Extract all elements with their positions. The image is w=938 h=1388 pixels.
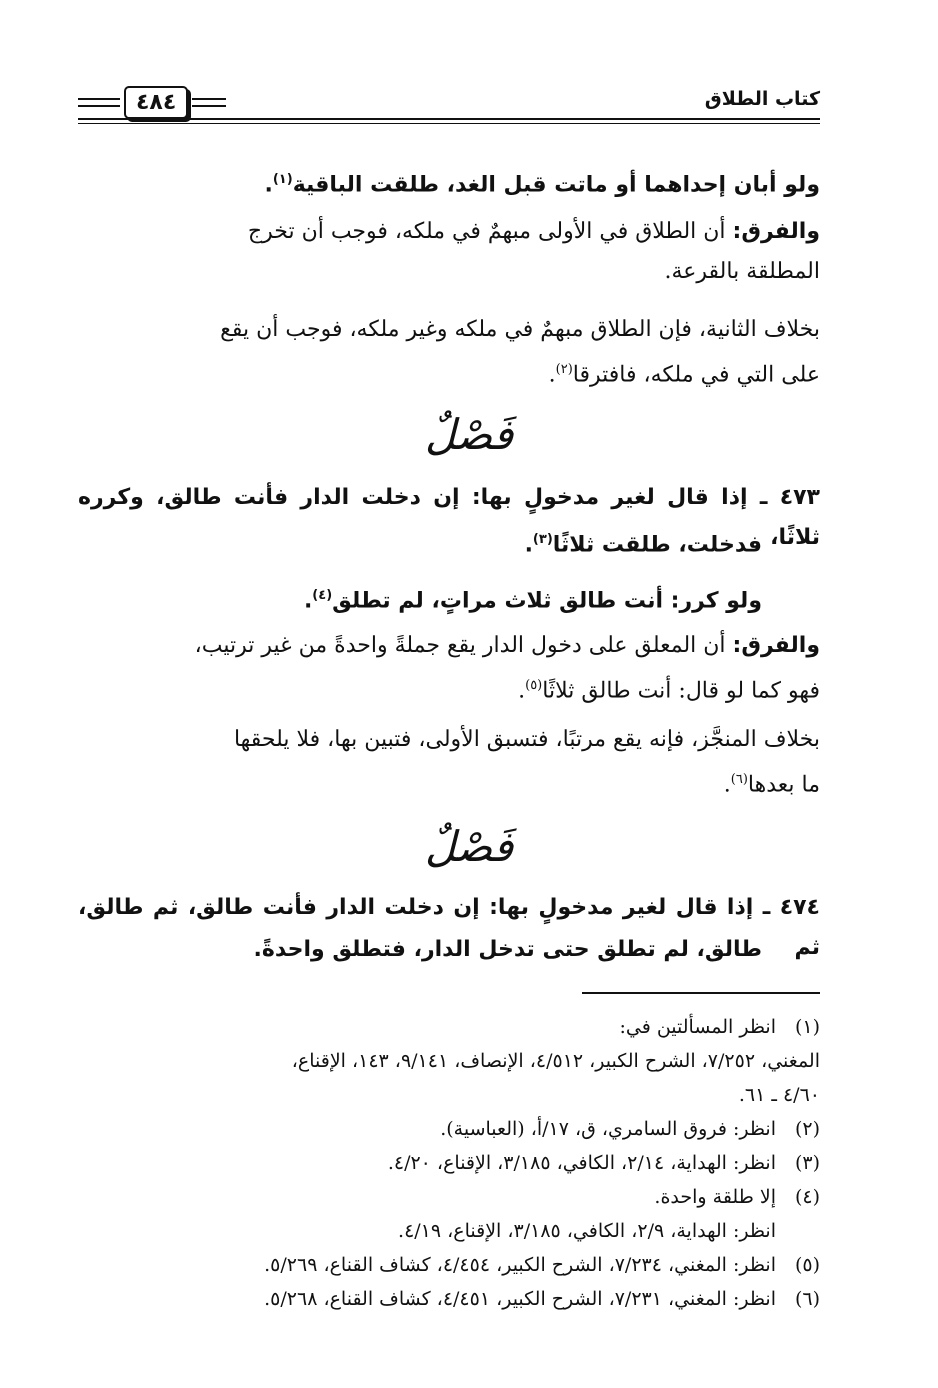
paragraph-6-line-2: ما بعدها [747,772,820,798]
footnote-5-line-1: انظر: المغني، ٧/٢٣٤، الشرح الكبير، ٤/٤٥٤، كشاف القناع، ٥/٢٦٩. [264,1254,776,1276]
footnote-4-line-2: انظر: الهداية، ٢/٩، الكافي، ٣/١٨٥، الإقناع، ٤/١٩. [398,1220,776,1242]
footnote-4 [78,1180,820,1248]
paragraph-3-line-2: على التي في ملكه، فافترقا [572,362,820,388]
paragraph-4-end: . [303,588,313,614]
difference-term-2: والفرق: [732,633,820,658]
paragraph-6-end: . [723,772,731,798]
footnote-6-line-1: انظر: المغني، ٧/٢٣١، الشرح الكبير، ٤/٤٥١، كشاف القناع، ٥/٢٦٨. [264,1288,776,1310]
paragraph-3-cont [78,350,820,395]
footnote-4-number: (٤) [794,1186,820,1208]
footnote-1-line-3: ٤/٦٠ ـ ٦١. [738,1084,820,1106]
issue-473-cont [78,520,762,565]
footnote-3-line-1: انظر: الهداية، ٢/١٤، الكافي، ٣/١٨٥، الإقناع، ٤/٢٠. [387,1152,776,1174]
issue-473-end: . [524,532,533,558]
paragraph-1-text: ولو أبان إحداهما أو ماتت قبل الغد، طلقت الباقية [292,172,820,198]
paragraph-4-text: ولو كرر: أنت طالق ثلاث مراتٍ، لم تطلق [332,588,762,614]
paragraph-4 [78,576,762,621]
issue-474-line-2: طالق، لم تطلق حتى تدخل الدار، فتطلق واحدةً. [253,937,762,962]
footnote-ref-4: (٤) [312,588,333,603]
paragraph-3 [78,310,820,350]
footnote-separator [582,992,820,994]
issue-474-cont [78,930,762,970]
footnote-ref-3: (٣) [532,532,553,547]
footnote-3-number: (٣) [794,1152,820,1174]
paragraph-2-line-1: أن الطلاق في الأولى مبهمٌ في ملكه، فوجب أن تخرج [247,219,733,244]
footnote-ref-2: (٢) [555,362,573,377]
ornament-line-right [192,98,226,107]
paragraph-2 [78,212,820,252]
footnote-3 [78,1146,820,1180]
footnote-ref-6: (٦) [730,772,748,787]
chapter-title: كتاب الطلاق [704,88,820,110]
ornament-line-left [78,98,120,107]
paragraph-3-line-1: بخلاف الثانية، فإن الطلاق مبهمٌ في ملكه وغير ملكه، فوجب أن يقع [220,317,820,342]
footnote-ref-5: (٥) [525,678,543,693]
footnote-1-line-2: المغني، ٧/٢٥٢، الشرح الكبير، ٤/٥١٢، الإنصاف، ٩/١٤١، ١٤٣، الإقناع، [291,1050,820,1072]
paragraph-5-line-2: فهو كما لو قال: أنت طالق ثلاثًا [542,678,820,704]
footnote-4-line-1: إلا طلقة واحدة. [654,1186,776,1208]
paragraph-6-cont [78,760,820,805]
issue-473-line-1: ٤٧٣ ـ إذا قال لغير مدخولٍ بها: إن دخلت الدار فأنت طالق، وكرره ثلاثًا، [78,485,820,550]
paragraph-2-line-2: المطلقة بالقرعة. [664,259,820,284]
footnote-6-number: (٦) [794,1288,820,1310]
difference-term-1: والفرق: [732,219,820,244]
paragraph-1 [120,160,820,205]
paragraph-6 [78,720,820,760]
footnote-5 [78,1248,820,1282]
paragraph-2-cont [78,252,820,292]
footnote-6 [78,1282,820,1316]
footnote-2 [78,1112,820,1146]
paragraph-6-line-1: بخلاف المنجَّز، فإنه يقع مرتبًا، فتسبق الأولى، فتبين بها، فلا يلحقها [233,727,820,752]
issue-473-line-2: فدخلت، طلقت ثلاثًا [552,532,762,558]
paragraph-5-end: . [518,678,526,704]
paragraph-5 [78,626,820,666]
footnote-5-number: (٥) [794,1254,820,1276]
header-rule [78,118,820,124]
issue-474-line-1: ٤٧٤ ـ إذا قال لغير مدخولٍ بها: إن دخلت الدار فأنت طالق، ثم طالق، ثم [78,895,820,960]
paragraph-1-end: . [264,172,273,198]
footnote-2-number: (٢) [794,1118,820,1140]
paragraph-5-line-1: أن المعلق على دخول الدار يقع جملةً واحدةً من غير ترتيب، [194,633,733,658]
paragraph-3-end: . [548,362,556,388]
paragraph-5-cont [78,666,820,711]
footnote-2-line-1: انظر: فروق السامري، ق، ١٧/أ، (العباسية). [440,1118,776,1140]
footnote-1-number: (١) [794,1016,820,1038]
section-heading-fasl-1: فَصْلٌ [424,410,514,459]
section-heading-fasl-2: فَصْلٌ [424,822,514,871]
footnote-1-line-1: انظر المسألتين في: [619,1016,776,1038]
footnote-ref-1: (١) [272,172,293,187]
footnote-1 [78,1010,820,1112]
page-number: ٤٨٤ [124,86,188,119]
page-number-frame [78,86,226,119]
